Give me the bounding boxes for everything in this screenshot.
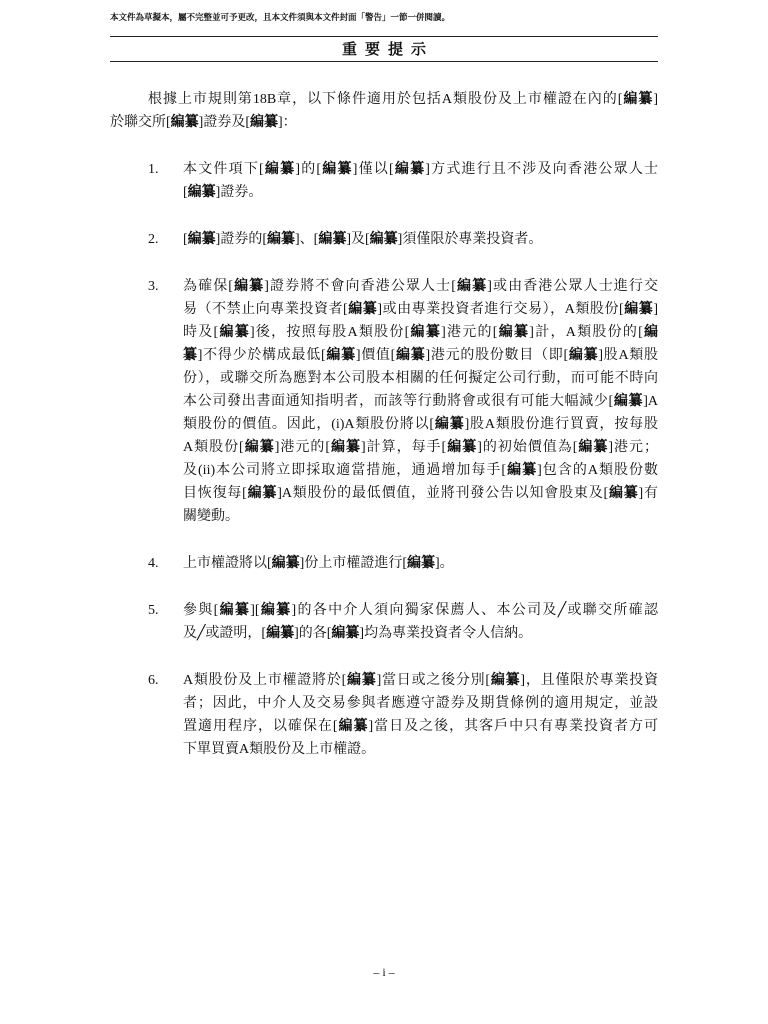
document-body [110, 88, 658, 761]
item-line: 參與[編纂][編纂]的各中介人須向獨家保薦人、本公司及╱或聯交所確認 [183, 603, 658, 618]
item-line: 目恢復每[編纂]A類股份的最低價值，並將刊發公告以知會股東及[編纂]有 [183, 486, 658, 501]
list-item [110, 228, 658, 251]
item-text [183, 669, 658, 761]
item-line: 時及[編纂]後，按照每股A類股份[編纂]港元的[編纂]計，A類股份的[編 [183, 325, 658, 340]
item-number: 2. [148, 232, 159, 247]
list-item [110, 599, 658, 645]
draft-notice: 本文件為草擬本，屬不完整並可予更改，且本文件須與本文件封面「警告」一節一併閱讀。 [110, 13, 451, 23]
page-title: 重要提示 [341, 42, 434, 58]
item-line: 關變動。 [183, 509, 239, 524]
list-item [110, 275, 658, 528]
item-text [183, 158, 658, 204]
item-number: 1. [148, 162, 159, 177]
item-line: 下單買賣A類股份及上市權證。 [183, 742, 376, 757]
item-line: [編纂]證券。 [183, 185, 263, 200]
list-item [110, 669, 658, 761]
item-text [183, 552, 658, 575]
item-line: [編纂]證券的[編纂]、[編纂]及[編纂]須僅限於專業投資者。 [183, 232, 543, 247]
item-line: 置適用程序，以確保在[編纂]當日及之後，其客戶中只有專業投資者方可 [183, 719, 658, 734]
item-line: 上市權證將以[編纂]份上市權證進行[編纂]。 [183, 556, 454, 571]
item-line: 為確保[編纂]證券將不會向香港公眾人士[編纂]或由香港公眾人士進行交 [183, 279, 658, 294]
item-text [183, 275, 658, 528]
list-item [110, 158, 658, 204]
header-bottom-rule [110, 61, 658, 62]
item-text [183, 599, 658, 645]
item-line: 及(ii)本公司將立即採取適當措施，通過增加每手[編纂]包含的A類股份數 [183, 463, 658, 478]
intro-paragraph [110, 88, 658, 134]
item-number: 3. [148, 279, 159, 294]
item-line: 類股份的價值。因此，(i)A類股份將以[編纂]股A類股份進行買賣，按每股 [183, 417, 658, 432]
item-line: 份），或聯交所為應對本公司股本相關的任何擬定公司行動，而可能不時向 [183, 371, 658, 386]
item-number: 4. [148, 556, 159, 571]
item-line: 本文件項下[編纂]的[編纂]僅以[編纂]方式進行且不涉及向香港公眾人士 [183, 162, 658, 177]
item-line: 及╱或證明，[編纂]的各[編纂]均為專業投資者令人信納。 [183, 626, 533, 641]
item-line: 纂]不得少於構成最低[編纂]價值[編纂]港元的股份數目（即[編纂]股A類股 [183, 348, 658, 363]
page-number: – i – [373, 965, 395, 979]
item-line: A類股份及上市權證將於[編纂]當日或之後分別[編纂]，且僅限於專業投資 [183, 673, 658, 688]
item-number: 6. [148, 673, 159, 688]
item-line: 易（不禁止向專業投資者[編纂]或由專業投資者進行交易），A類股份[編纂] [183, 302, 658, 317]
list-item [110, 552, 658, 575]
header-top-rule [110, 36, 658, 37]
item-line: 者；因此，中介人及交易參與者應遵守證券及期貨條例的適用規定，並設 [183, 696, 658, 711]
item-number: 5. [148, 603, 159, 618]
item-text [183, 228, 658, 251]
item-line: 本公司發出書面通知指明者，而該等行動將會或很有可能大幅減少[編纂]A [183, 394, 658, 409]
item-line: A類股份[編纂]港元的[編纂]計算，每手[編纂]的初始價值為[編纂]港元； [183, 440, 658, 455]
intro-line: 於聯交所[編纂]證券及[編纂]： [110, 115, 297, 130]
intro-line: 根據上市規則第18B章，以下條件適用於包括A類股份及上市權證在內的[編纂] [148, 92, 658, 107]
